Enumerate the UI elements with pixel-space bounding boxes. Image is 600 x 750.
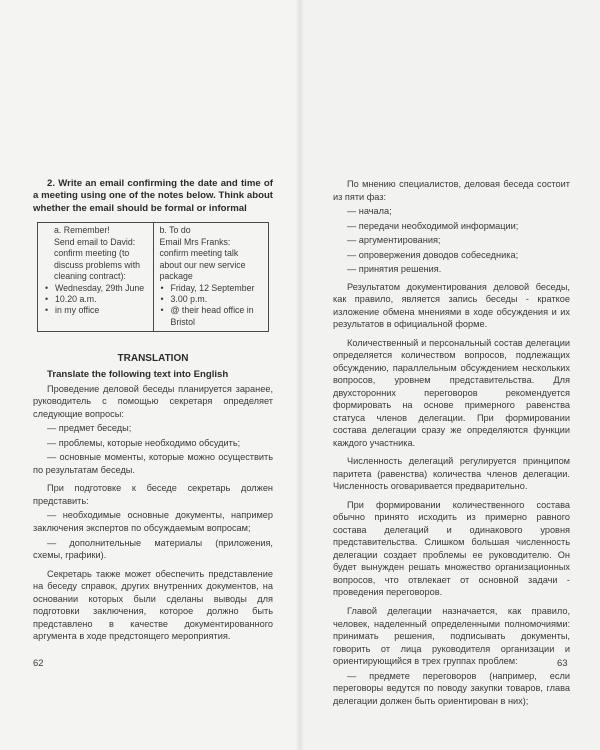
paragraph: По мнению специалистов, деловая беседа состоит из пяти фаз:	[333, 179, 570, 202]
note-b-bullet: • Friday, 12 September	[160, 283, 265, 294]
notes-table	[37, 222, 269, 332]
note-b-line: about our new service	[159, 259, 246, 270]
dash-item: — дополнительные материалы (приложения, схемы, графики).	[33, 537, 273, 561]
dash-item: — опровержения доводов собеседника;	[347, 249, 519, 260]
note-a-bullet: • 10.20 a.m.	[44, 294, 149, 305]
note-a	[38, 223, 154, 332]
note-b-bullet: • 3.00 p.m.	[160, 294, 265, 305]
note-b	[153, 223, 269, 332]
dash-item: — проблемы, которые необходимо обсудить;	[47, 437, 241, 448]
paragraph: Количественный и персональный состав делегации определяется количеством вопросов, подлежащих обсуждению, параллельным обсуждением нескольких вопросов, уровнем представительства. Для двухсторонних переговоров рекомендуется формировать на основе примерного равенства статуса членов делегации. При формировании состава делегации сразу же определяются функции каждого участника.	[333, 337, 570, 448]
dash-item: — необходимые основные документы, например заключения экспертов по обсуждаемым вопросам;	[33, 510, 273, 533]
section-title: TRANSLATION	[117, 353, 189, 365]
note-a-title: a. Remember!	[54, 225, 110, 236]
paragraph: При формировании количественного состава обычно принято исходить из примерно равного состава делегаций и одинакового уровня представительства. Слишком большая численность делегации создает проблемы ее руководителю. Он будет вынужден решать множество организационных вопросов, что отвлекает от основной задачи - проведения переговоров.	[333, 499, 570, 598]
note-a-bullet: • in my office	[44, 305, 149, 316]
note-a-line: confirm meeting (to	[54, 248, 130, 259]
paragraph: Проведение деловой беседы планируется заранее, руководитель с помощью секретаря определяет следующие вопросы:	[33, 383, 273, 419]
dash-item: — предмет беседы;	[47, 423, 132, 434]
note-a-line: Send email to David:	[54, 236, 136, 247]
note-b-title: b. To do	[159, 225, 191, 236]
dash-item: — основные моменты, которые можно осуществить по результатам беседы.	[33, 452, 273, 475]
paragraph: Результатом документирования деловой беседы, как правило, является запись беседы - краткое изложение обмена мнениями в ходе обсуждения и их результатов в официальной форме.	[333, 281, 570, 330]
note-b-line: confirm meeting talk	[159, 248, 239, 259]
paragraph: Главой делегации назначается, как правило, человек, наделенный определенными полномочиями: принимать решения, подписывать документы, говорить от лица руководителя организации и ориентирующийся в трех группах проблем:	[333, 605, 570, 667]
paragraph: Численность делегаций регулируется принципом паритета (равенства) количества членов делегации. Численность оговаривается предварительно.	[333, 456, 570, 492]
note-b-line: package	[159, 271, 193, 282]
note-a-bullet: • Wednesday, 29th June	[44, 283, 149, 294]
book-gutter	[296, 0, 304, 750]
section-subtitle: Translate the following text into English	[47, 368, 229, 380]
exercise-task: 2. Write an email confirming the date and time of a meeting using one of the notes below. Think about whether the email should be formal or informal	[33, 178, 273, 214]
page-number-right: 63	[557, 658, 568, 669]
note-b-bullet: • @ their head office in Bristol	[160, 305, 265, 328]
paragraph: При подготовке к беседе секретарь должен представить:	[33, 483, 273, 506]
page-number-left: 62	[33, 658, 44, 669]
left-page-content	[33, 178, 273, 649]
note-a-line: cleaning contract):	[54, 271, 126, 282]
right-page-content	[333, 178, 570, 709]
dash-item: — предмете переговоров (например, если переговоры ведутся по поводу закупки товаров, глава делегации должен быть ориентирован в них);	[333, 670, 570, 706]
dash-item: — принятия решения.	[347, 264, 442, 275]
dash-item: — передачи необходимой информации;	[347, 220, 519, 231]
dash-item: — начала;	[347, 206, 392, 217]
paragraph: Секретарь также может обеспечить представление на беседу справок, других внутренних документов, на основании которых были сделаны выводы для подготовки заключения, которое должно быть представлено в качестве документированного аргумента в ходе предстоящего мероприятия.	[33, 568, 273, 642]
dash-item: — аргументирования;	[347, 235, 441, 246]
note-a-line: discuss problems with	[54, 259, 141, 270]
note-b-line: Email Mrs Franks:	[159, 236, 231, 247]
